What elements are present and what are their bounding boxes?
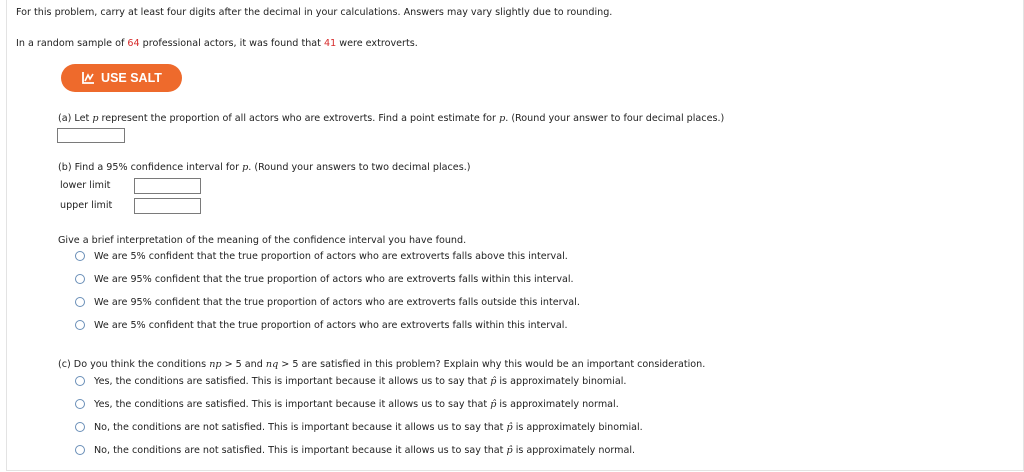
conditions-radio-3[interactable] — [75, 422, 85, 432]
conditions-radio-1[interactable] — [75, 376, 85, 386]
conditions-option-4-pre: No, the conditions are not satisfied. This is important because it allows us to say that — [94, 445, 507, 456]
p-hat-symbol: p̂ — [490, 399, 497, 410]
extrovert-count-value: 41 — [323, 38, 337, 49]
part-c-text-pre: (c) Do you think the conditions — [58, 359, 210, 370]
carry-instruction: For this problem, carry at least four digits after the decimal in your calculations. Answers may vary slightly due to rounding. — [16, 7, 613, 18]
sample-text-mid: professional actors, it was found that — [139, 38, 324, 49]
p-hat-symbol: p̂ — [506, 445, 513, 456]
conditions-option-3-pre: No, the conditions are not satisfied. This is important because it allows us to say that — [94, 422, 507, 433]
part-c-nq: nq — [265, 359, 279, 370]
point-estimate-input[interactable] — [57, 128, 125, 143]
part-a-var-p: p — [92, 113, 99, 124]
upper-limit-label: upper limit — [60, 200, 113, 211]
conditions-option-2-pre: Yes, the conditions are satisfied. This is important because it allows us to say that — [94, 399, 491, 410]
salt-chart-icon — [81, 71, 95, 85]
upper-limit-input[interactable] — [134, 198, 201, 214]
conditions-option-1-post: is approximately binomial. — [496, 376, 627, 387]
interpretation-option-1[interactable]: We are 5% confident that the true proportion of actors who are extroverts falls above this interval. — [94, 251, 568, 262]
conditions-radio-4[interactable] — [75, 445, 85, 455]
part-a-question — [58, 113, 724, 124]
sample-size-value: 64 — [127, 38, 140, 49]
conditions-option-4[interactable] — [94, 445, 635, 456]
part-c-text-gt1: > 5 and — [221, 359, 266, 370]
part-a-text-mid: represent the proportion of all actors who are extroverts. Find a point estimate for — [98, 113, 500, 124]
conditions-option-4-post: is approximately normal. — [512, 445, 636, 456]
part-b-question — [58, 162, 470, 173]
p-hat-symbol: p̂ — [506, 422, 513, 433]
lower-limit-input[interactable] — [134, 178, 201, 194]
use-salt-button[interactable] — [61, 64, 182, 92]
part-c-text-gt2: > 5 are satisfied in this problem? Explain why this would be an important consideration. — [278, 359, 706, 370]
part-a-var-p2: p — [499, 113, 506, 124]
part-b-text-pre: (b) Find a 95% confidence interval for — [58, 162, 243, 173]
interpretation-option-3[interactable]: We are 95% confident that the true proportion of actors who are extroverts falls outside this interval. — [94, 297, 580, 308]
interpretation-radio-2[interactable] — [75, 274, 85, 284]
interpretation-option-4[interactable]: We are 5% confident that the true proportion of actors who are extroverts falls within this interval. — [94, 320, 568, 331]
sample-statement — [16, 38, 418, 49]
conditions-option-2-post: is approximately normal. — [496, 399, 619, 410]
part-b-text-post: . (Round your answers to two decimal places.) — [248, 162, 471, 173]
conditions-option-3-post: is approximately binomial. — [512, 422, 643, 433]
sample-text-post: were extroverts. — [336, 38, 418, 49]
conditions-option-2[interactable] — [94, 399, 619, 410]
use-salt-label: USE SALT — [101, 71, 162, 85]
part-a-text-post: . (Round your answer to four decimal places.) — [505, 113, 725, 124]
interpretation-radio-4[interactable] — [75, 320, 85, 330]
part-b-var-p: p — [242, 162, 249, 173]
interpretation-prompt: Give a brief interpretation of the meaning of the confidence interval you have found. — [58, 235, 467, 246]
part-c-np: np — [209, 359, 222, 370]
lower-limit-label: lower limit — [60, 180, 111, 191]
p-hat-symbol: p̂ — [490, 376, 497, 387]
part-a-text-pre: (a) Let — [58, 113, 93, 124]
conditions-option-1[interactable] — [94, 376, 626, 387]
sample-text-pre: In a random sample of — [16, 38, 128, 49]
conditions-option-3[interactable] — [94, 422, 643, 433]
interpretation-option-2[interactable]: We are 95% confident that the true proportion of actors who are extroverts falls within this interval. — [94, 274, 574, 285]
interpretation-radio-1[interactable] — [75, 251, 85, 261]
part-c-question — [58, 359, 705, 370]
conditions-option-1-pre: Yes, the conditions are satisfied. This is important because it allows us to say that — [94, 376, 491, 387]
conditions-radio-2[interactable] — [75, 399, 85, 409]
interpretation-radio-3[interactable] — [75, 297, 85, 307]
